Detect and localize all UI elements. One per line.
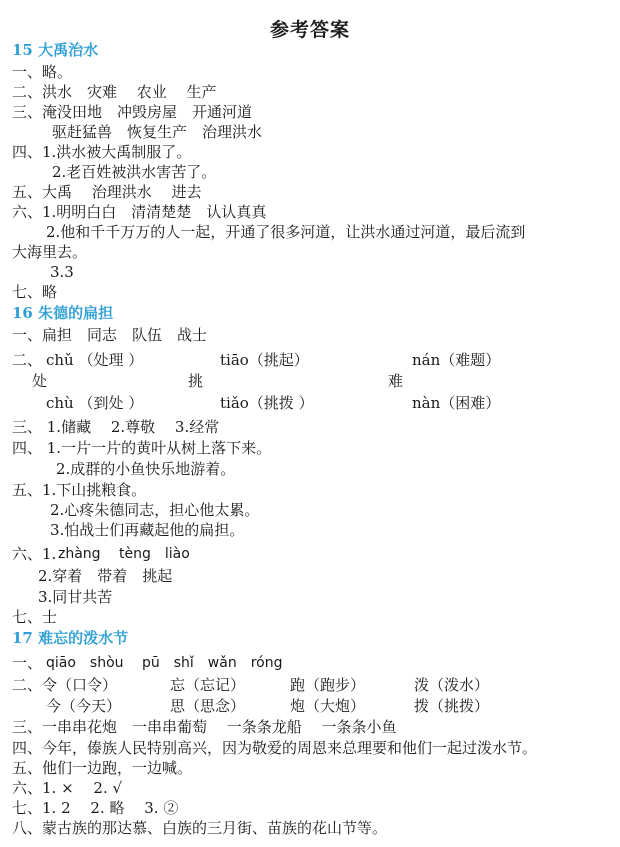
word-pair: 忘（忘记） (170, 676, 246, 694)
answer-line: 3.怕战士们再藏起他的扁担。 (50, 521, 245, 539)
answer-line: 六、1. × 2. √ (12, 779, 123, 797)
pinyin-line: qiāo shòu pū shǐ wǎn róng (46, 655, 283, 671)
word-pair: 泼（泼水） (414, 676, 490, 694)
section-16-heading: 16 朱德的扁担 (12, 304, 114, 322)
answer-line: 七、士 (12, 608, 58, 626)
answer-line: 2.成群的小鱼快乐地游着。 (56, 460, 236, 478)
answer-line: 四、 1.一片一片的黄叶从树上落下来。 (12, 439, 272, 457)
word-pair: 炮（大炮） (290, 697, 366, 715)
word-pair: 二、令（口令） (12, 676, 118, 694)
answer-line: 七、1. 2 2. 略 3. ② (12, 799, 179, 817)
polyphonic-char: 挑 (188, 372, 204, 390)
word-pair: 今（今天） (46, 697, 122, 715)
polyphonic-char: 难 (388, 372, 404, 390)
answer-line: 一、略。 (12, 63, 73, 81)
pinyin-word: chù （到处 ） (46, 394, 144, 412)
answer-line: 2.他和千千万万的人一起，开通了很多河道，让洪水通过河道，最后流到 (46, 223, 526, 241)
pinyin-word: tiāo（挑起） (220, 351, 309, 369)
word-pair: 拨（挑拨） (414, 697, 490, 715)
word-pair: 跑（跑步） (290, 676, 366, 694)
answer-line: 三、 1.储藏 2.尊敬 3.经常 (12, 418, 220, 436)
answer-line: 2.穿着 带着 挑起 (38, 567, 173, 585)
polyphonic-char: 处 (32, 372, 48, 390)
answer-line: 五、大禹 治理洪水 进去 (12, 183, 202, 201)
answer-line: 2.老百姓被洪水害苦了。 (52, 163, 217, 181)
answer-line: 三、一串串花炮 一串串葡萄 一条条龙船 一条条小鱼 (12, 718, 397, 736)
answer-line: 3.同甘共苦 (38, 588, 113, 606)
pinyin-line: zhàng tèng liào (58, 546, 190, 562)
answer-line: 五、1.下山挑粮食。 (12, 481, 147, 499)
pinyin-word: nán（难题） (412, 351, 501, 369)
answer-line: 八、蒙古族的那达慕、白族的三月街、苗族的花山节等。 (12, 819, 388, 837)
answer-line: 四、1.洪水被大禹制服了。 (12, 143, 192, 161)
word-pair: 思（思念） (170, 697, 246, 715)
answer-line: 3.3 (50, 263, 74, 281)
answer-line: 四、今年，傣族人民特别高兴，因为敬爱的周恩来总理要和他们一起过泼水节。 (12, 739, 538, 757)
answer-label: 二、 (12, 351, 43, 369)
pinyin-word: chǔ （处理 ） (46, 351, 144, 369)
answer-line: 二、洪水 灾难 农业 生产 (12, 83, 217, 101)
answer-line: 驱赶猛兽 恢复生产 治理洪水 (52, 123, 263, 141)
answer-line: 2.心疼朱德同志，担心他太累。 (50, 501, 260, 519)
answer-label: 六、1. (12, 545, 57, 563)
answer-line: 大海里去。 (12, 243, 88, 261)
page-title: 参考答案 (269, 19, 350, 41)
answer-line: 三、淹没田地 冲毁房屋 开通河道 (12, 103, 253, 121)
answer-line: 五、他们一边跑，一边喊。 (12, 759, 193, 777)
answer-label: 一、 (12, 654, 43, 672)
answer-line: 六、1.明明白白 清清楚楚 认认真真 (12, 203, 267, 221)
pinyin-word: tiǎo（挑拨 ） (220, 394, 314, 412)
section-17-heading: 17 难忘的泼水节 (12, 629, 129, 647)
answer-line: 七、略 (12, 283, 58, 301)
answer-line: 一、扁担 同志 队伍 战士 (12, 326, 208, 344)
section-15-heading: 15 大禹治水 (12, 41, 99, 59)
pinyin-word: nàn（困难） (412, 394, 501, 412)
